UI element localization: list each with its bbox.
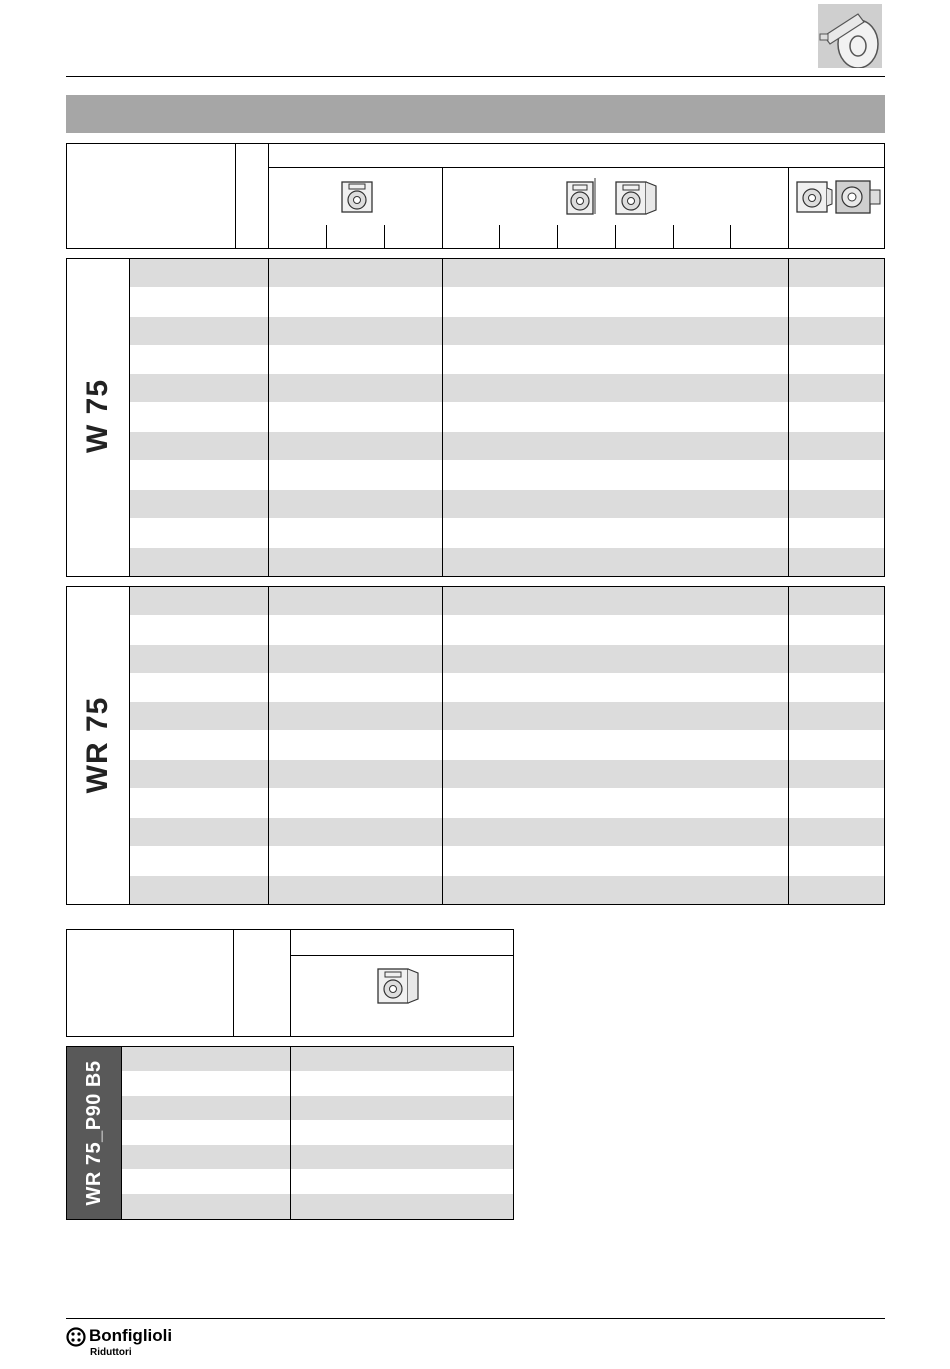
w75-label: W 75 [81,378,114,454]
gearbox-side-flange-icon [614,178,660,223]
wr75-p90-b5-label: WR 75_P90 B5 [83,1060,105,1206]
wr75-label: WR 75 [81,696,114,794]
brand-name: Bonfiglioli [89,1326,173,1345]
gearbox-flange-b5-icon [376,965,422,1012]
gearbox-front-icon [340,180,374,219]
main-table-header [66,143,885,249]
gearbox-flange-icon [563,176,603,223]
brand-sub: Riduttori [90,1347,132,1358]
bottom-rule [66,1318,885,1319]
top-rule [66,76,885,77]
bonfiglioli-logo-icon [66,1327,86,1347]
brand-logo [66,1326,206,1362]
header-band [66,95,885,133]
motor-wheel-icon [818,4,882,68]
gearbox-motor-icon [794,178,884,221]
